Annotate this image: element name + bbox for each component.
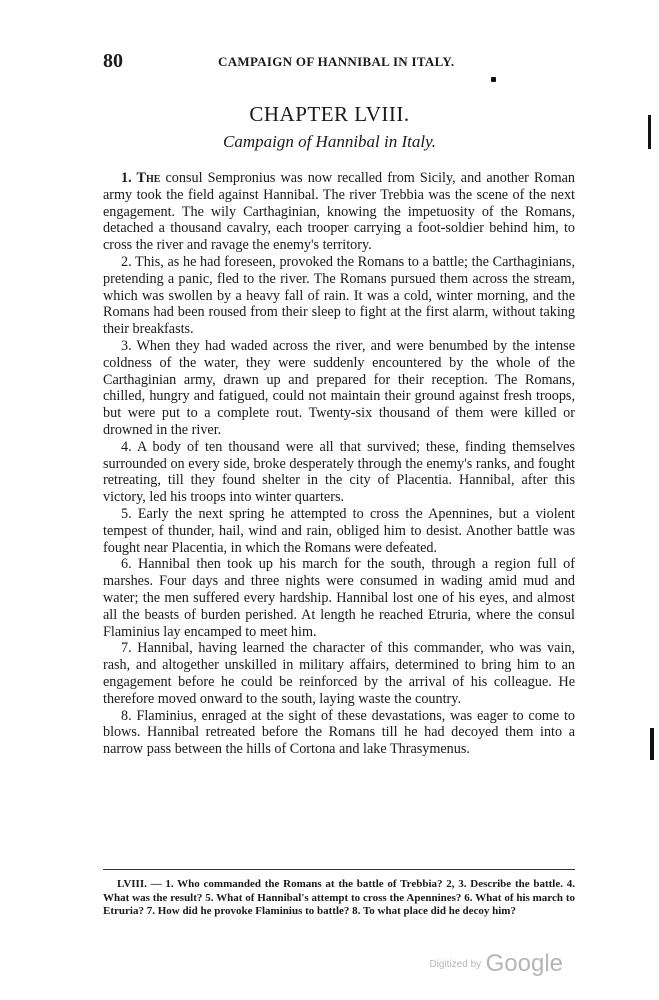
digitized-watermark <box>429 950 563 978</box>
body-text <box>103 170 575 758</box>
paragraph-lead: 1. The <box>121 170 161 186</box>
print-speck <box>491 77 496 82</box>
paragraph-1 <box>103 170 575 254</box>
watermark-prefix: Digitized by <box>429 959 482 970</box>
chapter-subtitle: Campaign of Hannibal in Italy. <box>223 132 436 151</box>
paragraph-4: 4. A body of ten thousand were all that survived; these, finding themselves surrounded on every side, broke desperately through the enemy's ranks, and fought retreating, till they found shelter in the city of Placentia. Hannibal, after this victory, led his troops into winter quarters. <box>103 438 575 506</box>
page-edge-mark <box>648 115 651 149</box>
footnote-divider <box>103 869 575 870</box>
running-head-title: CAMPAIGN OF HANNIBAL IN ITALY. <box>218 54 455 69</box>
paragraph-5: 5. Early the next spring he attempted to cross the Apennines, but a violent tempest of thunder, hail, wind and rain, obliged him to desist. Another battle was fought near Placentia, in which the Romans were defeated. <box>103 505 575 556</box>
paragraph-7: 7. Hannibal, having learned the character of this commander, who was vain, rash, and altogether unskilled in military affairs, determined to bring him to an engagement before he could be reinforced by the arrival of his colleague. He therefore moved onward to the south, laying waste the country. <box>103 640 575 707</box>
paragraph-text: consul Sempronius was now recalled from Sicily, and another Roman army took the field against Hannibal. The river Trebbia was the scene of the next engagement. The wily Carthaginian, knowing the impetuosity of the Romans, detached a thousand cavalry, each trooper carrying a foot-soldier behind him, to cross the river and ravage the enemy's territory. <box>103 170 575 254</box>
chapter-title: CHAPTER LVIII. <box>249 102 410 126</box>
paragraph-2: 2. This, as he had foreseen, provoked the Romans to a battle; the Carthaginians, pretending a panic, fled to the river. The Romans pursued them across the stream, which was swollen by a heavy fall of rain. It was a cold, winter morning, and the Romans had been roused from their sleep to fight at the first alarm, without taking their breakfasts. <box>103 253 575 338</box>
page-edge-mark <box>650 728 654 760</box>
paragraph-6: 6. Hannibal then took up his march for the south, through a region full of marshes. Four days and three nights were consumed in wading amid mud and water; the men suffered every hardship. Hannibal lost one of his eyes, and almost all the beasts of burden perished. At length he reached Etruria, where the consul Flaminius lay encamped to meet him. <box>103 556 575 640</box>
paragraph-8: 8. Flaminius, enraged at the sight of these devastations, was eager to come to blows. Hannibal retreated before the Romans till he had decoyed them into a narrow pass between the hills of Cortona and lake Thrasymenus. <box>103 707 575 758</box>
running-head <box>103 50 575 74</box>
study-questions <box>103 878 575 919</box>
google-logo-text: Google <box>485 950 563 977</box>
questions-text: LVIII. — 1. Who commanded the Romans at the battle of Trebbia? 2, 3. Describe the battle. 4. What was the result? 5. What of Hannibal's attempt to cross the Apennines? 6. What of his march to Etruria? 7. How did he provoke Flaminius to battle? 8. To what place did he decoy him? <box>103 878 575 917</box>
page-number: 80 <box>103 50 123 72</box>
paragraph-3: 3. When they had waded across the river, and were benumbed by the intense coldness of the water, they were suddenly encountered by the whole of the Carthaginian army, drawn up and prepared for their reception. The Romans, chilled, hungry and fatigued, could not maintain their ground against fresh troops, but were put to a complete rout. Twenty-six thousand of them were killed or drowned in the river. <box>103 337 575 438</box>
